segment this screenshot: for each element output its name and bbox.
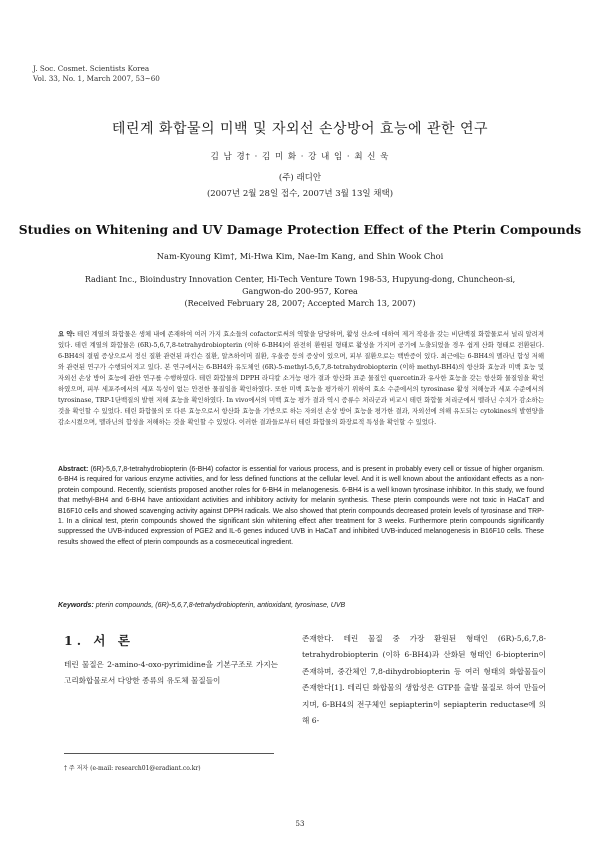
korean-received-date: (2007년 2월 28일 접수, 2007년 3월 13일 채택) [206, 189, 394, 199]
english-title: Studies on Whitening and UV Damage Protection Effect of the Pterin Compounds [18, 222, 582, 237]
korean-abstract [58, 329, 544, 428]
section-heading-introduction: 1. 서 론 [64, 633, 134, 648]
body-text-right-column: 존재한다. 테린 물질 중 가장 환원된 형태인 (6R)-5,6,7,8-tetrahydrobiopterin (이하 6-BH4)과 산화된 형태인 6-biopterin이 존재하며, 중간체인 7,8-dihydrobiopterin 등 여러 형태의 화합물들이 존재한다[1]. 테리딘 화합물의 생합성은 GTP를 출발 물질로 하여 만들어지며, 6-BH4의 전구체인 sepiapterin이 sepiapterin reductase에 의해 6- [302, 634, 546, 726]
korean-affiliation [0, 170, 600, 202]
english-received-date: (Received February 28, 2007; Accepted March 13, 2007) [184, 299, 416, 308]
journal-volume: Vol. 33, No. 1, March 2007, 53~60 [33, 74, 160, 83]
english-affiliation-line2: Gangwon-do 200-957, Korea [242, 287, 358, 296]
korean-abstract-text: 테린 계열의 화합물은 생체 내에 존재하여 여러 가지 효소들의 cofactor로써의 역할을 담당하며, 활성 산소에 대하여 제거 작용을 갖는 비단백질 화합물로서 널리 알려져 있다. 테린 계열의 화합물은 (6R)-5,6,7,8-tetrahydrobiopterin (이하 6-BH4)이 완전히 환원된 형태로 활성을 가지며 공기에 노출되었을 경우 쉽게 산화 형태로 전환된다. 6-BH4의 결핍 증상으로서 정신 질환 관련된 파킨슨 질환, 알츠하이머 질환, 우울증 등의 증상이 있으며, 피부 질환으로는 백반증이 있다. 최근에는 6-BH4의 멜라닌 합성 저해와 관련된 연구가 수행되어지고 있다. 본 연구에서는 6-BH4와 유도체인 (6R)-5-methyl-5,6,7,8-tetrahydrobiopterin (이하 methyl-BH4)의 항산화 효능과 미백 효능 및 자외선 손상 방어 효능에 관한 연구를 수행하였다. 테린 화합물의 DPPH 라디칼 소거능 평가 결과 항산화 표준 물질인 quercetin과 유사한 효능을 갖는 항산화 물질임을 확인하였으며, 피부 세포주에서의 세포 독성이 없는 안전한 물질임을 확인하였다. 또한 미백 효능을 평가하기 위하여 효소 수준에서의 tyrosinase 활성 저해능과 세포 수준에서의 tyrosinase, TRP-1단백질의 발현 저해 효능을 확인하였다. In vivo에서의 미백 효능 평가 결과 역시 증류수 처리군과 비교시 테린 화합물 처리군에서 멜라닌 수치가 감소하는 것을 확인할 수 있었다. 테린 화합물의 또 다른 효능으로서 항산화 효능을 기반으로 하는 자외선 손상 방어 효능을 평가한 결과, 자외선에 의해 유도되는 cytokines의 발현양을 감소시켰으며, 멜라닌의 합성을 저해하는 것을 확인할 수 있었다. 이러한 결과들로부터 테린 화합물의 화장료적 특성을 확인할 수 있었다. [58, 330, 544, 426]
korean-title: 테린계 화합물의 미백 및 자외선 손상방어 효능에 관한 연구 [111, 121, 489, 137]
journal-name: J. Soc. Cosmet. Scientists Korea [33, 64, 150, 73]
english-authors: Nam-Kyoung Kim†, Mi-Hwa Kim, Nae-Im Kang, and Shin Wook Choi [156, 251, 444, 261]
keywords [58, 602, 544, 609]
english-abstract-text: (6R)-5,6,7,8-tetrahydrobiopterin (6-BH4) cofactor is essential for various process, and is present in probably every cell or tissue of higher organism. 6-BH4 is required for various enzyme activities, and for less defined functions at the cellular level. And it is well known about the antioxidant effects as a non-protein compound. Recently, scientists proposed another roles for 6-BH4 in melanogenesis. 6-BH4 is a well known tyrosinase inhibitor. In this study, we found that methyl-BH4 and 6-BH4 have antioxidant activities and inhibitory activity for melanin synthesis. These pterin compounds were not toxic in HaCaT and B16F10 cells and showed scavenging activity against DPPH radicals. We also showed that pterin compounds decreased protein levels of tyrosinase and TRP-1. In a clinical test, pterin compounds showed the significant skin whitening effect after treatment for 3 weeks. Furthermore pterin compounds significantly suppressed the UVB-induced expression of PGE2 and IL-6 genes induced UVB in HaCaT and inhibited UVB-induced melanogenesis in B16F10 cells. These results showed the effect of pterin compounds as a cosmeceutical ingredient. [58, 466, 545, 546]
english-abstract [58, 465, 544, 548]
footnote-divider [64, 753, 274, 754]
korean-organization: (주) 래디안 [278, 173, 322, 183]
body-text-left-column: 테린 물질은 2-amino-4-oxo-pyrimidine을 기본구조로 가지는 고리화합물로서 다양한 종류의 유도체 물질들이 [64, 660, 278, 686]
korean-abstract-label: 요 약: [58, 330, 75, 338]
english-affiliation-line1: Radiant Inc., Bioindustry Innovation Center, Hi-Tech Venture Town 198-53, Hupyung-dong, Chuncheon-si, [84, 275, 516, 284]
korean-authors: 김 남 경† · 김 미 화 · 강 내 임 · 최 신 욱 [210, 152, 390, 162]
footnote: † 주 저자 (e-mail: research01@eradiant.co.kr) [64, 765, 201, 772]
keywords-label: Keywords: [58, 602, 94, 609]
keywords-text: pterin compounds, (6R)-5,6,7,8-tetrahydrobiopterin, antioxidant, tyrosinase, UVB [95, 602, 346, 609]
english-affiliation [0, 274, 600, 310]
journal-citation [33, 64, 160, 84]
page-number: 53 [295, 820, 305, 828]
english-abstract-label: Abstract: [58, 466, 89, 473]
